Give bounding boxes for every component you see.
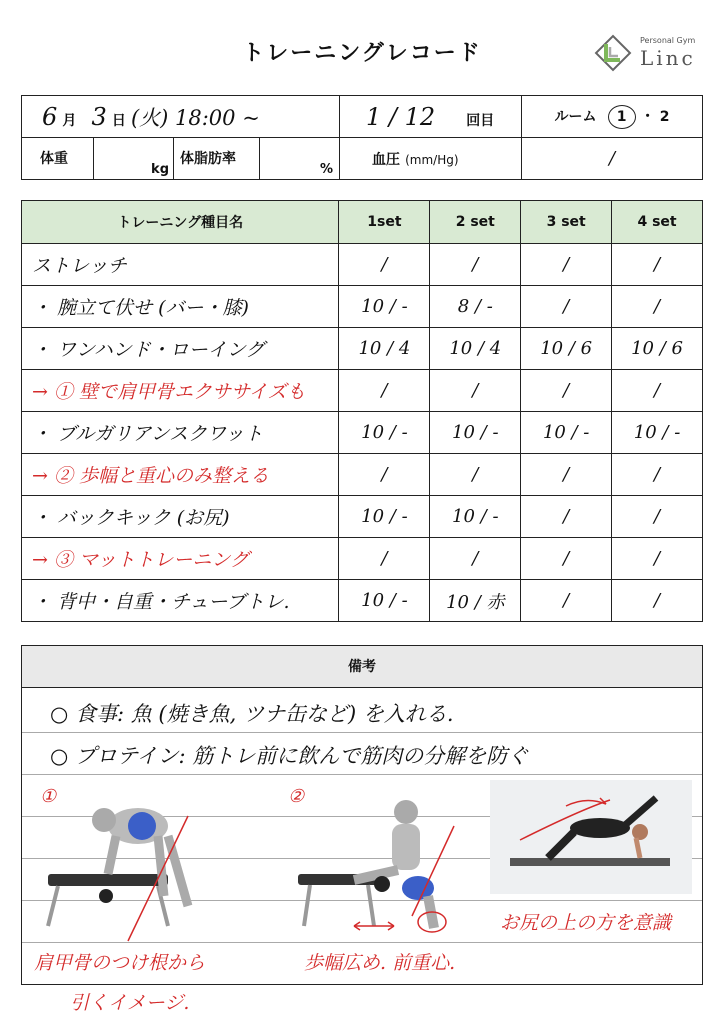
room-1-selected[interactable]: 1 [608, 105, 636, 129]
set-1-cell[interactable]: 10 / - [339, 412, 430, 454]
set-2-cell[interactable]: 8 / - [430, 286, 521, 328]
coaching-note-cell[interactable]: → ③ マットトレーニング [22, 538, 339, 580]
room-2[interactable]: 2 [659, 108, 670, 125]
exercise-row [22, 412, 703, 454]
set-3-cell[interactable]: / [521, 580, 612, 622]
exercise-row [22, 244, 703, 286]
session-header-table [21, 95, 703, 180]
logo-subtitle: Personal Gym [640, 36, 696, 45]
set-1-cell[interactable]: / [339, 538, 430, 580]
room-cell[interactable]: ルーム 1 ・ 2 [522, 96, 703, 138]
figure-2-number: ② [288, 786, 305, 807]
set-4-cell[interactable]: 10 / 6 [612, 328, 703, 370]
set-3-cell[interactable]: 10 / 6 [521, 328, 612, 370]
exercise-name-cell[interactable]: ・ 背中・自重・チューブトレ. [22, 580, 339, 622]
set-3-cell[interactable]: / [521, 454, 612, 496]
figure-2-caption: 歩幅広め. 前重心. [304, 952, 456, 974]
notes-title: 備考 [22, 646, 702, 688]
figure-3-caption: お尻の上の方を意識 [500, 912, 672, 934]
col-set-3: 3 set [521, 201, 612, 244]
bp-value-cell[interactable]: / [522, 138, 703, 180]
figure-1-caption-a: 肩甲骨のつけ根から [34, 952, 206, 974]
set-4-cell[interactable]: / [612, 580, 703, 622]
note-ruled-line [22, 732, 702, 733]
exercise-row [22, 370, 703, 412]
exercise-name-cell[interactable]: ・ ワンハンド・ローイング [22, 328, 339, 370]
coaching-note-cell[interactable]: → ① 壁で肩甲骨エクササイズも [22, 370, 339, 412]
session-count-cell[interactable]: 1 / 12 回目 [340, 96, 522, 138]
bodyfat-label: 体脂肪率 [174, 138, 260, 179]
exercise-table-header [22, 201, 703, 244]
set-2-cell[interactable]: 10 / - [430, 496, 521, 538]
exercise-row [22, 454, 703, 496]
bodyfat-field[interactable]: % [319, 162, 333, 177]
set-4-cell[interactable]: / [612, 286, 703, 328]
set-4-cell[interactable]: / [612, 538, 703, 580]
set-2-cell[interactable]: 10 / 4 [430, 328, 521, 370]
set-3-cell[interactable]: / [521, 538, 612, 580]
bp-label-cell: 血圧 (mm/Hg) [340, 138, 522, 180]
set-2-cell[interactable]: / [430, 370, 521, 412]
figure-1-caption-b: 引くイメージ. [70, 992, 190, 1014]
exercise-name-cell[interactable]: ストレッチ [22, 244, 339, 286]
set-4-cell[interactable]: / [612, 454, 703, 496]
col-exercise-name: トレーニング種目名 [22, 201, 339, 244]
set-3-cell[interactable]: 10 / - [521, 412, 612, 454]
note-diet[interactable]: ○ 食事: 魚 (焼き魚, ツナ缶など) を入れる. [50, 702, 454, 726]
set-1-cell[interactable]: 10 / - [339, 580, 430, 622]
set-4-cell[interactable]: 10 / - [612, 412, 703, 454]
set-1-cell[interactable]: 10 / 4 [339, 328, 430, 370]
exercise-row [22, 580, 703, 622]
set-2-cell[interactable]: 10 / - [430, 412, 521, 454]
set-3-cell[interactable]: / [521, 370, 612, 412]
page-title: トレーニングレコード [242, 41, 482, 66]
set-1-cell[interactable]: / [339, 244, 430, 286]
exercise-table [21, 200, 703, 622]
logo-name: Linc [640, 46, 696, 70]
set-2-cell[interactable]: / [430, 454, 521, 496]
notes-section [21, 645, 703, 985]
set-2-cell[interactable]: / [430, 538, 521, 580]
coaching-note-cell[interactable]: → ② 歩幅と重心のみ整える [22, 454, 339, 496]
weight-bodyfat-cell [22, 138, 340, 180]
col-set-1: 1set [339, 201, 430, 244]
linc-logo-icon [594, 34, 632, 72]
exercise-row [22, 538, 703, 580]
set-1-cell[interactable]: 10 / - [339, 496, 430, 538]
exercise-row [22, 328, 703, 370]
back-kick-photo [490, 780, 692, 894]
gym-logo [594, 30, 704, 74]
set-2-cell[interactable]: / [430, 244, 521, 286]
bulgarian-squat-illustration [294, 796, 464, 946]
exercise-row [22, 286, 703, 328]
note-protein[interactable]: ○ プロテイン: 筋トレ前に飲んで筋肉の分解を防ぐ [50, 744, 529, 768]
weight-label: 体重 [22, 138, 94, 179]
date-cell[interactable]: 6 月 3 日 (火) 18:00 ~ [22, 96, 340, 138]
set-1-cell[interactable]: 10 / - [339, 286, 430, 328]
col-set-2: 2 set [430, 201, 521, 244]
note-ruled-line [22, 774, 702, 775]
one-arm-row-illustration [38, 796, 218, 946]
set-4-cell[interactable]: / [612, 244, 703, 286]
figure-1-number: ① [40, 786, 57, 807]
exercise-name-cell[interactable]: ・ バックキック (お尻) [22, 496, 339, 538]
back-kick-figure [490, 780, 692, 894]
set-1-cell[interactable]: / [339, 454, 430, 496]
set-4-cell[interactable]: / [612, 496, 703, 538]
set-3-cell[interactable]: / [521, 496, 612, 538]
col-set-4: 4 set [612, 201, 703, 244]
exercise-name-cell[interactable]: ・ 腕立て伏せ (バー・膝) [22, 286, 339, 328]
weight-field[interactable]: kg [94, 138, 174, 179]
set-1-cell[interactable]: / [339, 370, 430, 412]
set-4-cell[interactable]: / [612, 370, 703, 412]
set-2-cell[interactable]: 10 / 赤 [430, 580, 521, 622]
exercise-row [22, 496, 703, 538]
exercise-name-cell[interactable]: ・ ブルガリアンスクワット [22, 412, 339, 454]
set-3-cell[interactable]: / [521, 286, 612, 328]
set-3-cell[interactable]: / [521, 244, 612, 286]
